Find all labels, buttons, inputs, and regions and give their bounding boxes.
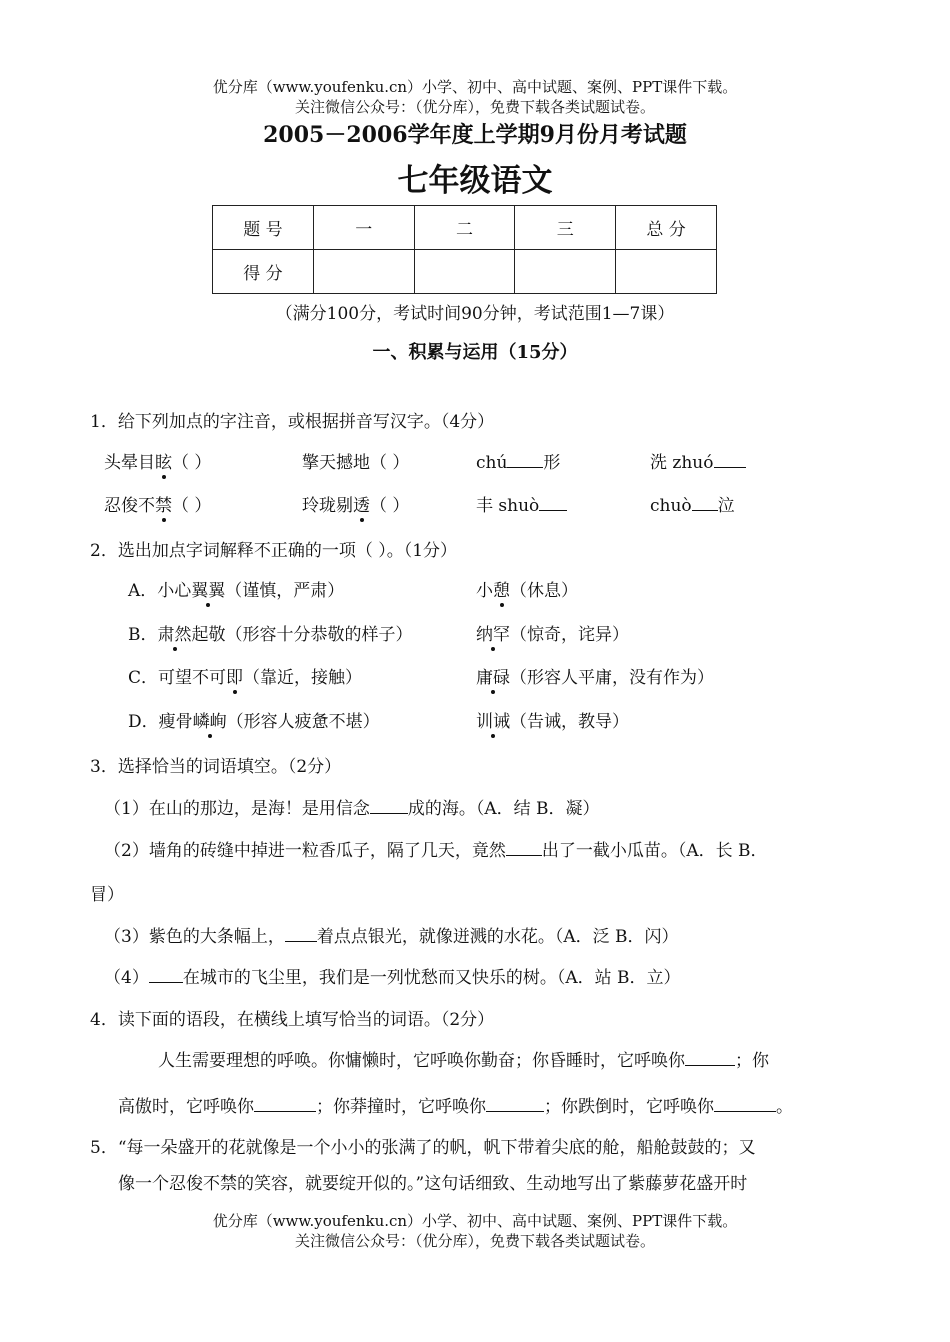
q2-text: D．瘦骨 bbox=[128, 712, 193, 732]
q1-text: 玲珑剔 bbox=[302, 496, 353, 516]
q2-dotted-word: 纳罕 bbox=[476, 625, 510, 645]
score-table-header-row bbox=[213, 206, 717, 250]
q3-sentence-2 bbox=[104, 836, 768, 861]
q2-dotted-word: 嶙峋 bbox=[192, 712, 227, 732]
site-header-line1: 优分库（www.youfenku.cn）小学、初中、高中试题、案例、PPT课件下载。 bbox=[212, 78, 738, 96]
score-table bbox=[212, 205, 717, 294]
q3-sentence-1 bbox=[104, 794, 600, 819]
q2-option-d-left bbox=[128, 707, 380, 732]
q1-item-3 bbox=[476, 448, 560, 473]
q1-answer-blank[interactable] bbox=[539, 495, 567, 511]
q3-text: （3）紫色的大条幅上， bbox=[104, 927, 285, 947]
q4-text: 高傲时，它呼唤你 bbox=[118, 1097, 254, 1117]
q3-sentence-2-cont: 冒） bbox=[90, 885, 124, 905]
q3-sentence-3 bbox=[104, 922, 679, 947]
q4-text: ；你莽撞时，它呼唤你 bbox=[316, 1097, 486, 1117]
q1-dotted-char: 透 bbox=[353, 496, 370, 516]
score-table-score-row bbox=[213, 250, 717, 294]
q2-dotted-word: 训诫 bbox=[476, 712, 510, 732]
q1-pinyin: chuò bbox=[650, 496, 692, 516]
q2-option-c-right bbox=[476, 663, 714, 688]
site-footer-line1: 优分库（www.youfenku.cn）小学、初中、高中试题、案例、PPT课件下载。 bbox=[212, 1212, 738, 1230]
q2-text: B． bbox=[128, 625, 158, 645]
q2-dotted-word: 翼翼 bbox=[191, 581, 226, 601]
q4-text: 人生需要理想的呼唤。你慵懒时，它呼唤你勤奋；你昏睡时，它呼唤你 bbox=[158, 1051, 685, 1071]
score-row-label: 得 分 bbox=[213, 250, 314, 294]
q2-text: （惊奇，诧异） bbox=[510, 625, 629, 645]
q4-stem: 4．读下面的语段，在横线上填写恰当的词语。（2分） bbox=[90, 1010, 495, 1030]
q4-answer-blank[interactable] bbox=[714, 1096, 776, 1112]
q1-paren: （ ） bbox=[172, 453, 212, 473]
q1-item-5 bbox=[104, 491, 211, 516]
score-cell[interactable] bbox=[414, 250, 515, 294]
q2-text: A．小心 bbox=[128, 581, 192, 601]
q4-text: ；你跌倒时，它呼唤你 bbox=[544, 1097, 714, 1117]
q3-text: （1）在山的那边，是海！是用信念 bbox=[104, 799, 370, 819]
q3-answer-blank[interactable] bbox=[285, 926, 317, 942]
q2-text: （靠近，接触） bbox=[243, 668, 363, 688]
q4-text: 。 bbox=[776, 1097, 793, 1117]
q1-answer-blank[interactable] bbox=[714, 452, 746, 468]
q3-answer-blank[interactable] bbox=[370, 798, 408, 814]
q4-text: ；你 bbox=[735, 1051, 769, 1071]
q2-text: 起敬（形容十分恭敬的样子） bbox=[191, 625, 413, 645]
q5-line2: 像一个忍俊不禁的笑容，就要绽开似的。”这句话细致、生动地写出了紫藤萝花盛开时 bbox=[118, 1174, 748, 1194]
score-table-header-cell: 一 bbox=[313, 206, 414, 250]
q2-dotted-word: 庸碌 bbox=[476, 668, 510, 688]
q1-dotted-char: 禁 bbox=[155, 496, 172, 516]
q2-text: （休息） bbox=[510, 581, 578, 601]
q1-paren: （ ） bbox=[370, 496, 410, 516]
q2-stem: 2．选出加点字词解释不正确的一项（ ）。（1分） bbox=[90, 541, 458, 561]
q1-item-7 bbox=[476, 491, 567, 516]
section1-title: 一、积累与运用（15分） bbox=[372, 342, 578, 363]
q1-dotted-char: 眩 bbox=[155, 453, 172, 473]
q2-option-a-left bbox=[128, 576, 344, 601]
q4-answer-blank[interactable] bbox=[254, 1096, 316, 1112]
site-footer-line2: 关注微信公众号：（优分库），免费下载各类试题试卷。 bbox=[294, 1232, 655, 1250]
exam-note: （满分100分，考试时间90分钟，考试范围1—7课） bbox=[275, 304, 675, 324]
q1-pinyin: 丰 shuò bbox=[476, 496, 540, 516]
q1-item-8 bbox=[650, 491, 735, 516]
q1-item-2: 擎天撼地（ ） bbox=[302, 453, 410, 473]
q2-text: C．可望不可 bbox=[128, 668, 227, 688]
q2-text: 小 bbox=[476, 581, 493, 601]
q1-item-6 bbox=[302, 491, 409, 516]
score-cell[interactable] bbox=[616, 250, 717, 294]
subject-title: 七年级语文 bbox=[397, 163, 553, 199]
q3-sentence-4 bbox=[104, 963, 681, 988]
q4-paragraph-line1 bbox=[158, 1046, 769, 1071]
q2-text: （谨慎，严肃） bbox=[225, 581, 345, 601]
score-table-header-cell: 总 分 bbox=[616, 206, 717, 250]
q3-text: 着点点银光，就像迸溅的水花。（A．泛 B．闪） bbox=[316, 927, 679, 947]
q1-pinyin: chú bbox=[476, 453, 508, 473]
score-table-header-cell: 题 号 bbox=[213, 206, 314, 250]
q1-item-4 bbox=[650, 448, 746, 473]
q1-item-1 bbox=[104, 448, 211, 473]
q3-text: 成的海。（A．结 B．凝） bbox=[407, 799, 600, 819]
q2-dotted-word: 肃然 bbox=[157, 625, 192, 645]
q1-text: 泣 bbox=[717, 496, 735, 516]
q2-option-c-left bbox=[128, 663, 362, 688]
q1-answer-blank[interactable] bbox=[692, 495, 718, 511]
q3-answer-blank[interactable] bbox=[149, 967, 183, 983]
q3-text: （4） bbox=[104, 968, 149, 988]
q1-paren: （ ） bbox=[172, 496, 212, 516]
q1-text: 头晕目 bbox=[104, 453, 155, 473]
q2-text: （告诫，教导） bbox=[510, 712, 629, 732]
q3-answer-blank[interactable] bbox=[506, 840, 542, 856]
q2-text: （形容人平庸，没有作为） bbox=[510, 668, 714, 688]
q1-answer-blank[interactable] bbox=[507, 452, 543, 468]
score-table-header-cell: 三 bbox=[515, 206, 616, 250]
q3-stem: 3．选择恰当的词语填空。（2分） bbox=[90, 757, 342, 777]
q2-option-b-left bbox=[128, 620, 413, 645]
q1-stem: 1．给下列加点的字注音，或根据拼音写汉字。（4分） bbox=[90, 412, 495, 432]
q2-option-b-right bbox=[476, 620, 629, 645]
q3-text: 出了一截小瓜苗。（A．长 B． bbox=[541, 841, 768, 861]
q5-line1: 5．“每一朵盛开的花就像是一个小小的张满了的帆，帆下带着尖底的舱，船舱鼓鼓的；又 bbox=[90, 1138, 756, 1158]
exam-title: 2005－2006学年度上学期9月份月考试题 bbox=[263, 122, 687, 148]
q2-option-a-right bbox=[476, 576, 578, 601]
score-cell[interactable] bbox=[515, 250, 616, 294]
score-table-header-cell: 二 bbox=[414, 206, 515, 250]
site-header-line2: 关注微信公众号：（优分库），免费下载各类试题试卷。 bbox=[294, 98, 655, 116]
q1-pinyin: 洗 zhuó bbox=[650, 453, 714, 473]
q1-text: 形 bbox=[543, 453, 561, 473]
q2-text: （形容人疲惫不堪） bbox=[226, 712, 380, 732]
q4-paragraph-line2 bbox=[118, 1092, 793, 1117]
q2-option-d-right bbox=[476, 707, 629, 732]
q3-text: （2）墙角的砖缝中掉进一粒香瓜子，隔了几天，竟然 bbox=[104, 841, 506, 861]
q4-answer-blank[interactable] bbox=[486, 1096, 544, 1112]
q4-answer-blank[interactable] bbox=[685, 1050, 735, 1066]
score-cell[interactable] bbox=[313, 250, 414, 294]
q2-dotted-word: 憩 bbox=[493, 581, 510, 601]
q3-text: 在城市的飞尘里，我们是一列忧愁而又快乐的树。（A．站 B．立） bbox=[182, 968, 681, 988]
q1-text: 忍俊不 bbox=[104, 496, 155, 516]
q2-dotted-word: 即 bbox=[226, 668, 244, 688]
